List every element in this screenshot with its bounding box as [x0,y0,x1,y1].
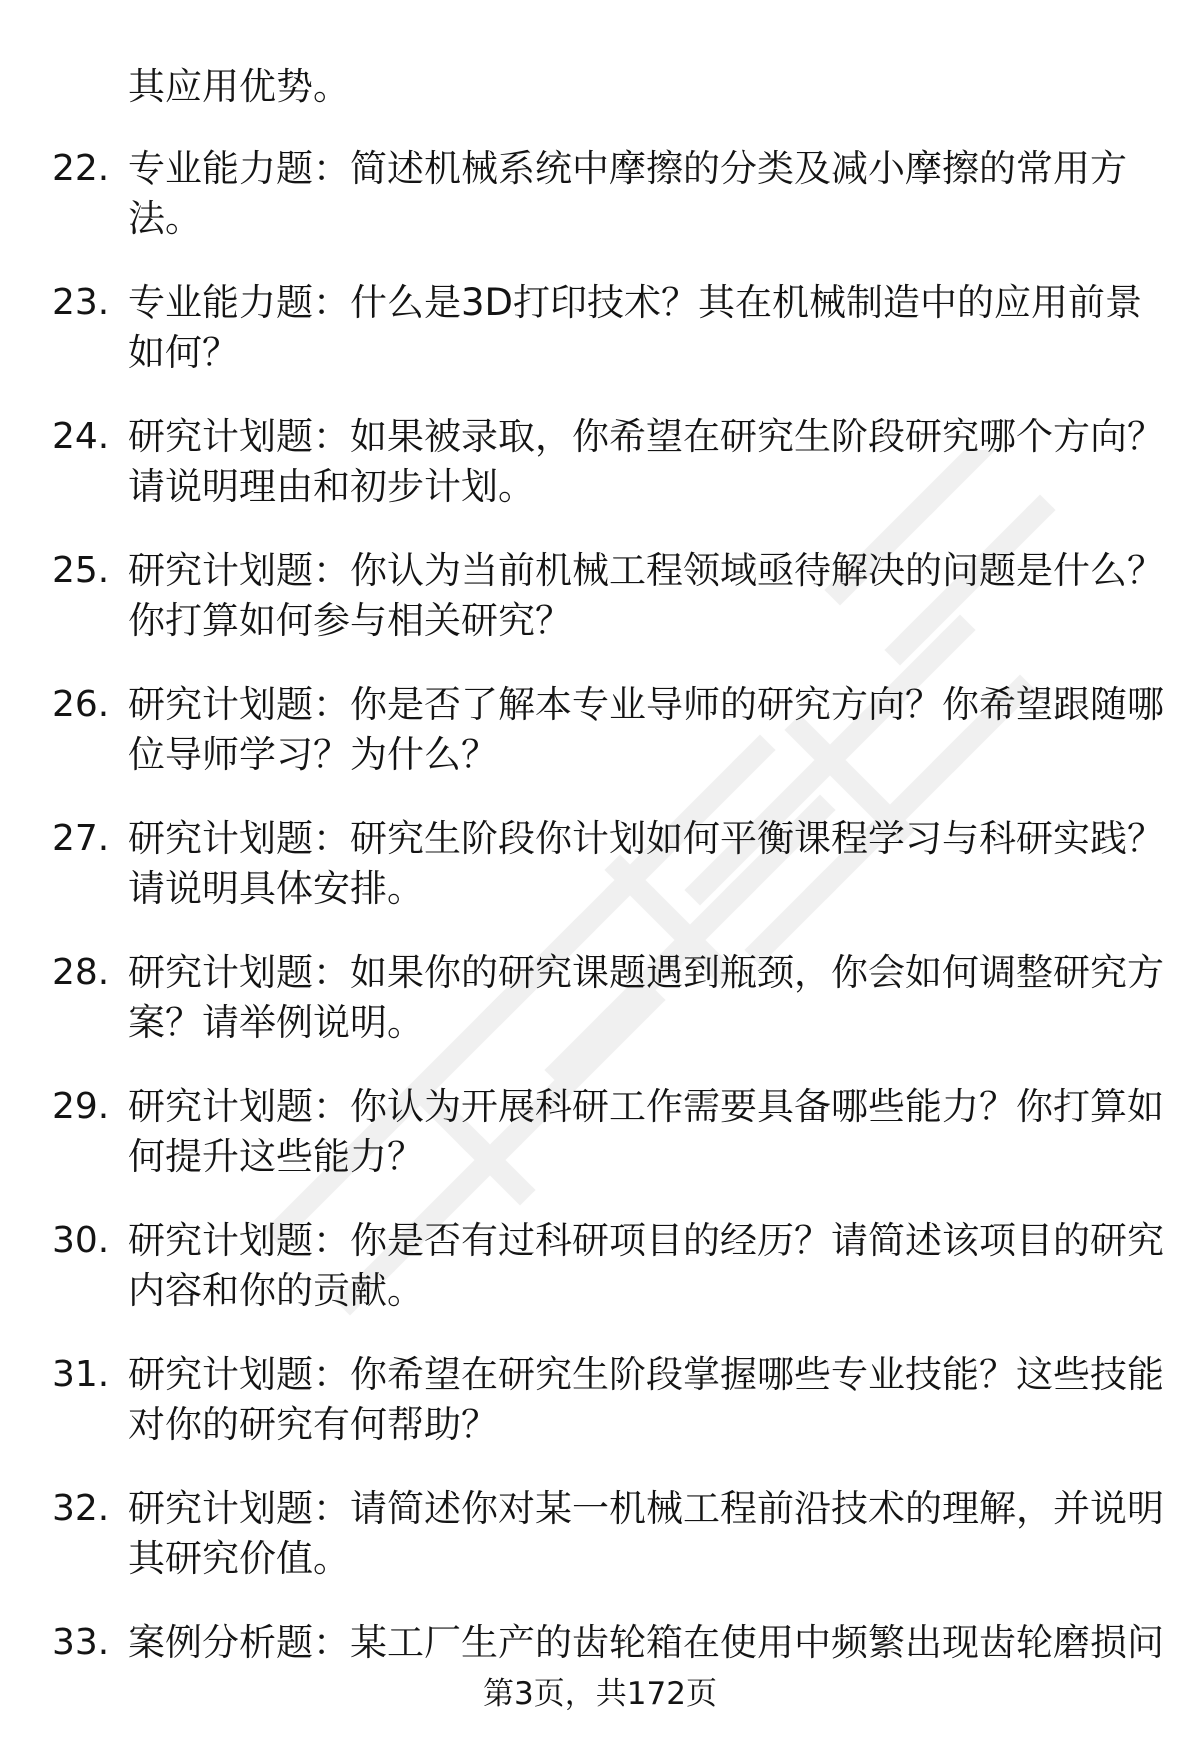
question-number: 30. [52,1220,110,1261]
list-item [0,1212,1200,1346]
question-text: 研究计划题：你希望在研究生阶段掌握哪些专业技能？这些技能对你的研究有何帮助？ [128,1353,1164,1446]
question-number: 22. [52,148,110,189]
list-item [0,140,1200,274]
list-item [0,408,1200,542]
question-text: 专业能力题：简述机械系统中摩擦的分类及减小摩擦的常用方法。 [128,147,1127,240]
list-item [0,1078,1200,1212]
question-text: 研究计划题：你是否了解本专业导师的研究方向？你希望跟随哪位导师学习？为什么？ [128,683,1164,776]
question-text: 研究计划题：你认为开展科研工作需要具备哪些能力？你打算如何提升这些能力？ [128,1085,1164,1178]
question-text: 专业能力题：什么是3D打印技术？其在机械制造中的应用前景如何？ [128,281,1143,374]
question-text: 案例分析题：某工厂生产的齿轮箱在使用中频繁出现齿轮磨损问 [128,1621,1164,1664]
list-item [0,1346,1200,1480]
list-item [0,542,1200,676]
question-number: 26. [52,684,110,725]
question-text: 研究计划题：请简述你对某一机械工程前沿技术的理解，并说明其研究价值。 [128,1487,1164,1580]
list-item [0,1480,1200,1614]
question-number: 27. [52,818,110,859]
question-number: 31. [52,1354,110,1395]
question-number: 29. [52,1086,110,1127]
page-footer: 第3页，共172页 [483,1676,717,1712]
question-number: 28. [52,952,110,993]
continuation-text: 其应用优势。 [128,65,350,108]
question-number: 23. [52,282,110,323]
question-text: 研究计划题：如果你的研究课题遇到瓶颈，你会如何调整研究方案？请举例说明。 [128,951,1164,1044]
question-number: 32. [52,1488,110,1529]
question-number: 24. [52,416,110,457]
question-text: 研究计划题：你是否有过科研项目的经历？请简述该项目的研究内容和你的贡献。 [128,1219,1164,1312]
question-number: 33. [52,1622,110,1663]
question-text: 研究计划题：研究生阶段你计划如何平衡课程学习与科研实践？请说明具体安排。 [128,817,1164,910]
question-list [0,140,1200,1748]
question-text: 研究计划题：如果被录取，你希望在研究生阶段研究哪个方向？请说明理由和初步计划。 [128,415,1164,508]
list-item [0,810,1200,944]
list-item [0,676,1200,810]
list-item [0,944,1200,1078]
question-number: 25. [52,550,110,591]
list-item [0,274,1200,408]
question-text: 研究计划题：你认为当前机械工程领域亟待解决的问题是什么？你打算如何参与相关研究？ [128,549,1164,642]
